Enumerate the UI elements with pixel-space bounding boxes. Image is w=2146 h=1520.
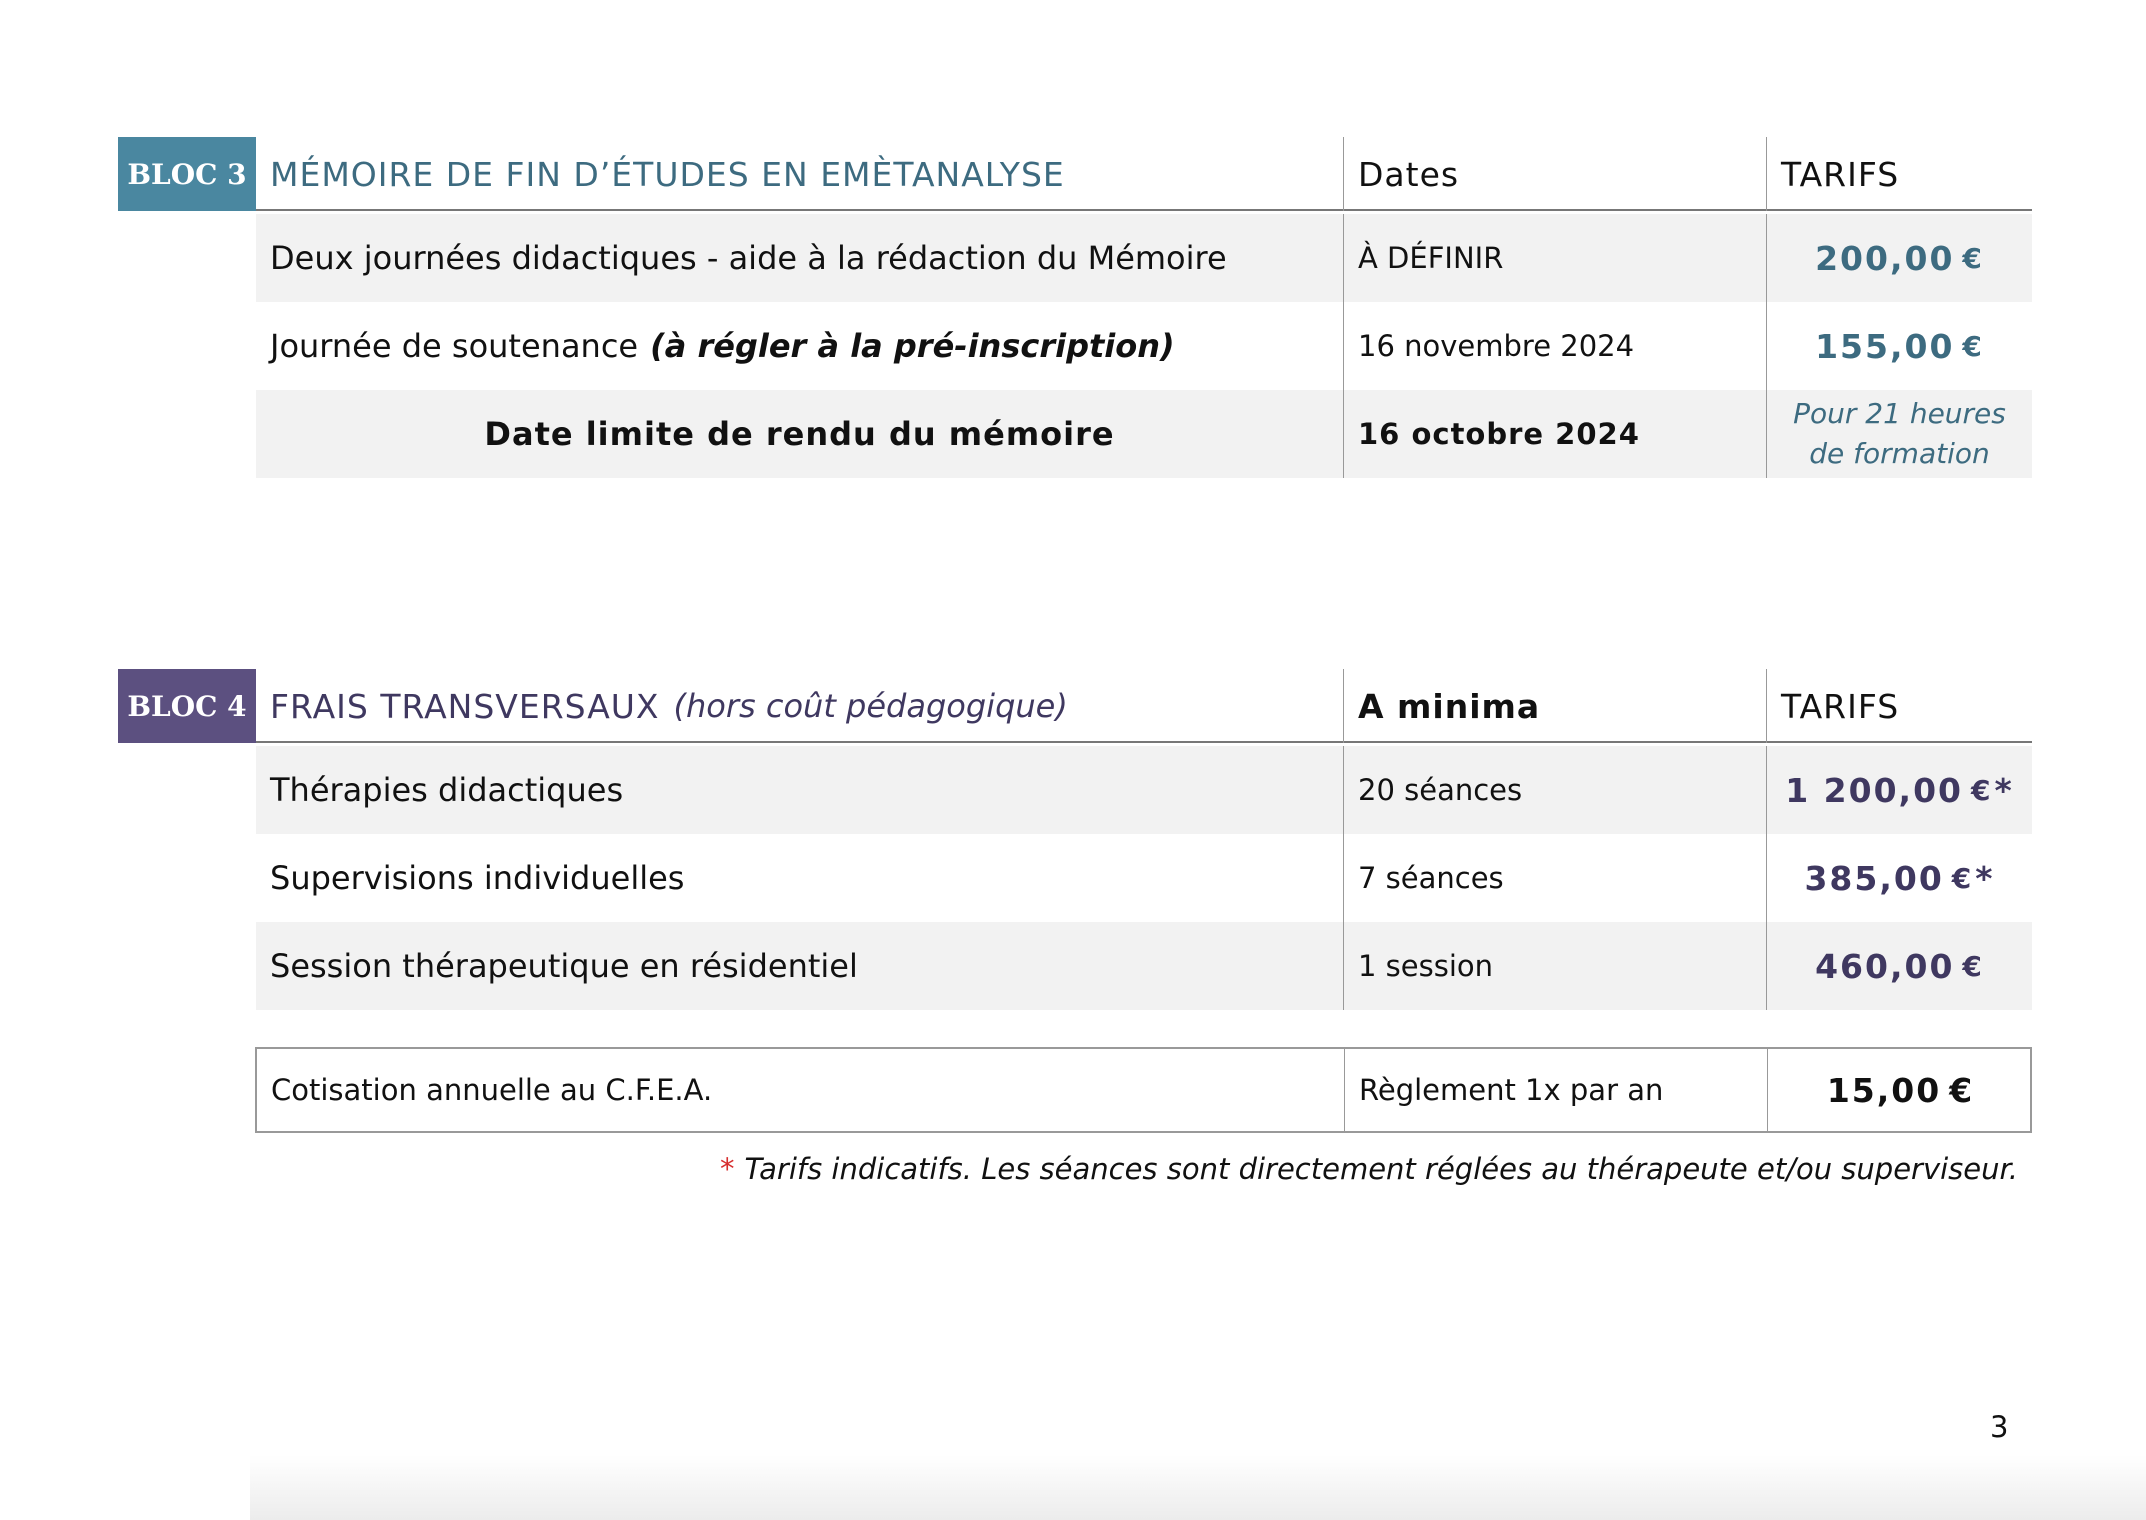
euro-symbol: € bbox=[1951, 861, 1974, 895]
asterisk: * bbox=[1994, 770, 2014, 810]
row-price bbox=[1766, 922, 2032, 1010]
bloc3-col-tarifs: TARIFS bbox=[1766, 137, 2032, 211]
row-label-text: Journée de soutenance bbox=[270, 327, 639, 365]
row-label bbox=[256, 302, 1343, 390]
table-row bbox=[256, 746, 2032, 834]
bloc4-tag: BLOC 4 bbox=[118, 669, 256, 743]
bloc3-header bbox=[256, 137, 2032, 211]
row-label: Deux journées didactiques - aide à la rédaction du Mémoire bbox=[270, 239, 1227, 277]
bloc3-title: MÉMOIRE DE FIN D’ÉTUDES EN EMÈTANALYSE bbox=[270, 154, 1065, 194]
footnote-asterisk: * bbox=[719, 1152, 735, 1186]
bloc3-tag: BLOC 3 bbox=[118, 137, 256, 211]
table-row bbox=[256, 922, 2032, 1010]
hours-note-line1: Pour 21 heures bbox=[1793, 397, 2006, 430]
row-date: À DÉFINIR bbox=[1343, 214, 1766, 302]
row-label: Supervisions individuelles bbox=[270, 859, 685, 897]
bloc4-title bbox=[256, 669, 1343, 743]
euro-symbol: € bbox=[1971, 773, 1993, 807]
row-label: Thérapies didactiques bbox=[270, 771, 624, 809]
price-value: 385,00 bbox=[1804, 858, 1944, 898]
hours-note bbox=[1766, 390, 2032, 478]
table-row bbox=[256, 390, 2032, 478]
price-value: 155,00 bbox=[1815, 326, 1955, 366]
row-price bbox=[1766, 302, 2032, 390]
table-row bbox=[256, 302, 2032, 390]
deadline-label: Date limite de rendu du mémoire bbox=[484, 415, 1115, 453]
bloc4-subtitle: (hors coût pédagogique) bbox=[673, 687, 1068, 725]
asterisk: * bbox=[1975, 858, 1995, 898]
cotisation-row bbox=[255, 1047, 2032, 1133]
euro-symbol: € bbox=[1949, 1070, 1975, 1110]
bloc3-col-dates: Dates bbox=[1343, 137, 1766, 211]
price-value: 460,00 bbox=[1815, 946, 1955, 986]
price-value: 1 200,00 bbox=[1785, 770, 1964, 810]
page-number: 3 bbox=[1990, 1410, 2009, 1444]
cotisation-price bbox=[1767, 1049, 2033, 1131]
row-date: 16 novembre 2024 bbox=[1343, 302, 1766, 390]
row-label-note: (à régler à la pré-inscription) bbox=[650, 327, 1175, 365]
bloc4-col-min: A minima bbox=[1343, 669, 1766, 743]
bloc4-col-tarifs: TARIFS bbox=[1766, 669, 2032, 743]
euro-symbol: € bbox=[1962, 241, 1984, 275]
hours-note-line2: de formation bbox=[1809, 437, 1990, 470]
row-qty: 20 séances bbox=[1343, 746, 1766, 834]
hours-note-text bbox=[1793, 394, 2006, 474]
price-value: 200,00 bbox=[1815, 238, 1955, 278]
row-qty: 7 séances bbox=[1343, 834, 1766, 922]
price-value: 15,00 bbox=[1826, 1070, 1942, 1110]
row-price bbox=[1766, 746, 2032, 834]
bloc4-title-text: FRAIS TRANSVERSAUX bbox=[270, 686, 660, 726]
euro-symbol: € bbox=[1962, 949, 1984, 983]
cotisation-label: Cotisation annuelle au C.F.E.A. bbox=[271, 1073, 713, 1107]
cotisation-frequency: Règlement 1x par an bbox=[1344, 1049, 1767, 1131]
deadline-date: 16 octobre 2024 bbox=[1343, 390, 1766, 478]
row-price bbox=[1766, 834, 2032, 922]
row-qty: 1 session bbox=[1343, 922, 1766, 1010]
euro-symbol: € bbox=[1962, 329, 1984, 363]
table-row bbox=[256, 214, 2032, 302]
row-price bbox=[1766, 214, 2032, 302]
footnote-text: Tarifs indicatifs. Les séances sont directement réglées au thérapeute et/ou superviseur. bbox=[744, 1152, 2018, 1186]
page-bottom-shadow bbox=[250, 1455, 2146, 1520]
table-row bbox=[256, 834, 2032, 922]
bloc4-header bbox=[256, 669, 2032, 743]
row-label: Session thérapeutique en résidentiel bbox=[270, 947, 858, 985]
footnote bbox=[718, 1152, 2018, 1186]
